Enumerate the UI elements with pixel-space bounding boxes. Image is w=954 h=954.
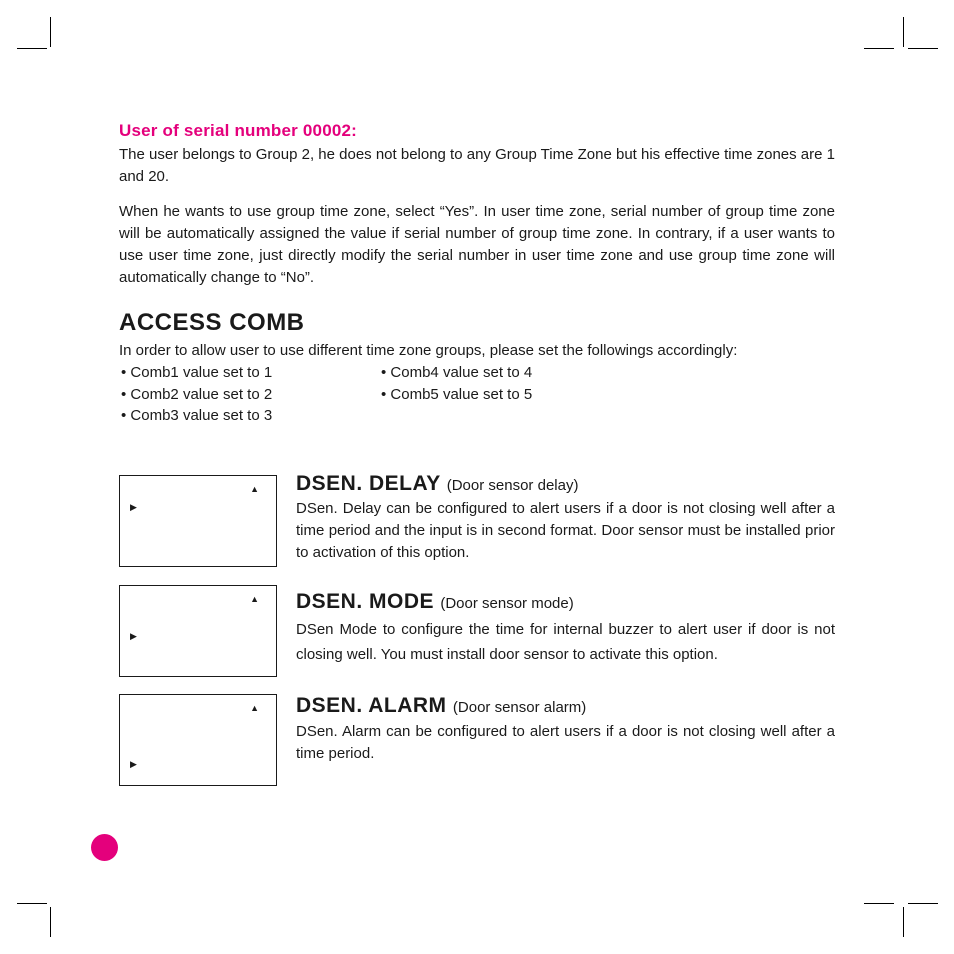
serial-paragraph-2: When he wants to use group time zone, select “Yes”. In user time zone, serial number of group time zone will be automatically assigned the value if serial number of group time zone. In contrary, if a user wants to use user time zone, just directly modify the serial number in user time zone and use group time zone will automatically change to “No”.: [119, 203, 835, 286]
right-triangle-icon: ▶: [130, 502, 137, 512]
access-comb-title: ACCESS COMB: [119, 309, 305, 336]
crop-mark: [864, 903, 894, 904]
dsen-delay-title: [296, 472, 578, 496]
dsen-mode-description: DSen Mode to configure the time for internal buzzer to alert user if door is not closing well. You must install door sensor to activate this option.: [296, 621, 835, 663]
option-title-text: DSEN. MODE: [296, 590, 435, 613]
crop-mark: [864, 48, 894, 49]
up-triangle-icon: ▲: [250, 484, 259, 494]
list-item: • Comb5 value set to 5: [381, 384, 532, 406]
crop-mark: [50, 907, 51, 937]
lcd-screen-dsen-delay: [119, 475, 277, 567]
comb-list-left: [121, 362, 272, 427]
crop-mark: [17, 48, 47, 49]
page-marker-dot: [91, 834, 118, 861]
option-title-text: DSEN. ALARM: [296, 694, 447, 717]
crop-mark: [908, 903, 938, 904]
option-subtitle: (Door sensor delay): [446, 477, 579, 494]
up-triangle-icon: ▲: [250, 703, 259, 713]
serial-section-title: User of serial number 00002:: [119, 121, 358, 140]
up-triangle-icon: ▲: [250, 594, 259, 604]
dsen-mode-title: [296, 590, 574, 614]
serial-paragraph-1: The user belongs to Group 2, he does not belong to any Group Time Zone but his effective time zones are 1 and 20.: [119, 146, 835, 185]
list-item: • Comb2 value set to 2: [121, 384, 272, 406]
list-item: • Comb3 value set to 3: [121, 405, 272, 427]
crop-mark: [17, 903, 47, 904]
crop-mark: [903, 17, 904, 47]
comb-list-right: [381, 362, 532, 405]
option-subtitle: (Door sensor mode): [440, 595, 574, 612]
dsen-alarm-title: [296, 694, 586, 718]
right-triangle-icon: ▶: [130, 631, 137, 641]
lcd-screen-dsen-mode: [119, 585, 277, 677]
list-item: • Comb1 value set to 1: [121, 362, 272, 384]
dsen-delay-description: DSen. Delay can be configured to alert users if a door is not closing well after a time period and the input is in second format. Door sensor must be installed prior to activation of this option.: [296, 500, 835, 561]
crop-mark: [903, 907, 904, 937]
access-comb-intro: In order to allow user to use different time zone groups, please set the followings accordingly:: [119, 342, 738, 359]
list-item: • Comb4 value set to 4: [381, 362, 532, 384]
crop-mark: [908, 48, 938, 49]
right-triangle-icon: ▶: [130, 759, 137, 769]
lcd-screen-dsen-alarm: [119, 694, 277, 786]
option-title-text: DSEN. DELAY: [296, 472, 441, 495]
dsen-alarm-description: DSen. Alarm can be configured to alert users if a door is not closing well after a time period.: [296, 723, 835, 762]
crop-mark: [50, 17, 51, 47]
option-subtitle: (Door sensor alarm): [452, 699, 587, 716]
